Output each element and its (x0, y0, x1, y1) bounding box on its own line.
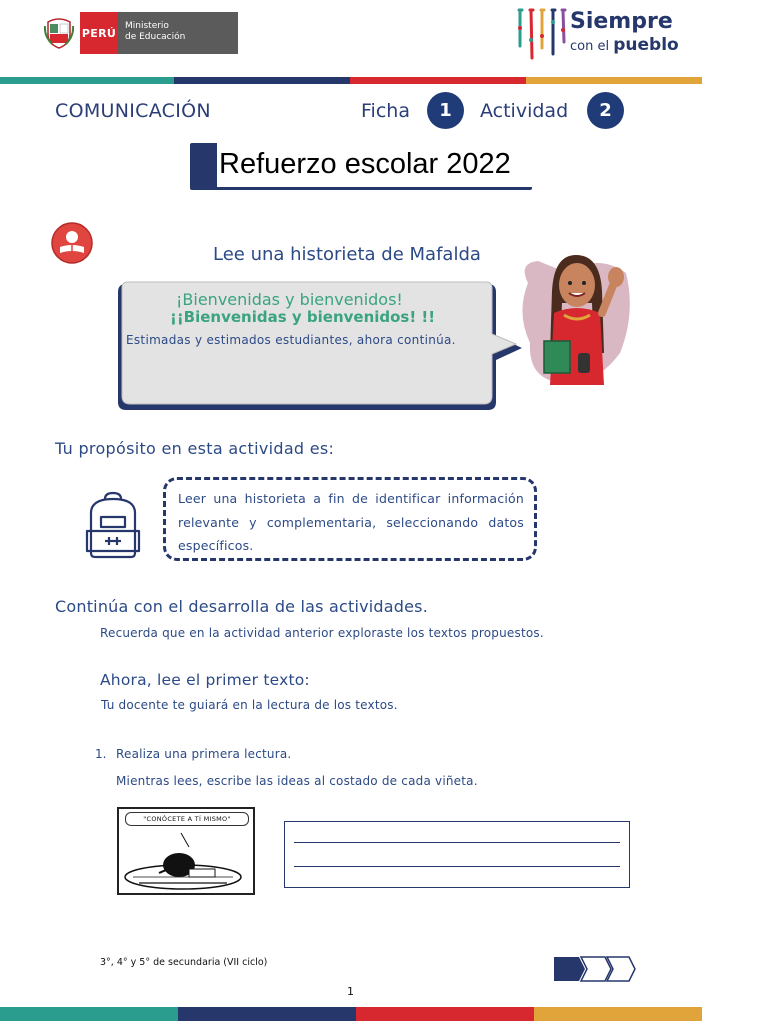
backpack-icon (83, 491, 143, 559)
comic-caption: "CONÓCETE A TÍ MISMO" (125, 812, 249, 826)
logo-ministry-line1: Ministerio (125, 21, 169, 31)
peru-coat-of-arms-icon (44, 14, 74, 50)
slogan-small: con el (570, 39, 610, 54)
actividad-label: Actividad (480, 100, 569, 122)
minedu-logo (80, 12, 238, 54)
banner-title: Refuerzo escolar 2022 (217, 141, 533, 187)
logo-country: PERÚ (80, 12, 118, 54)
answer-box[interactable] (284, 821, 630, 888)
page-number: 1 (347, 985, 354, 998)
actividad-number-badge: 2 (587, 92, 624, 129)
activity-subtitle: Lee una historieta de Mafalda (213, 244, 481, 265)
chevron-arrows-icon (553, 956, 637, 982)
activities-heading: Continúa con el desarrolla de las actividades. (55, 597, 428, 616)
student-girl-illustration-icon (508, 243, 638, 393)
slogan-line2 (570, 35, 679, 55)
footer-color-stripe (0, 1007, 702, 1021)
ahora-heading: Ahora, lee el primer texto: (100, 671, 310, 689)
logo-ministry (118, 12, 238, 54)
header-color-stripe (0, 77, 702, 84)
ficha-label: Ficha (361, 100, 410, 122)
slogan-big: pueblo (613, 35, 679, 55)
answer-line[interactable] (294, 866, 620, 867)
welcome-line3: Estimadas y estimados estudiantes, ahora continúa. (126, 333, 456, 347)
step-line1: Realiza una primera lectura. (116, 747, 292, 761)
welcome-line1: ¡Bienvenidas y bienvenidos! (176, 290, 403, 309)
page-margin (702, 0, 768, 1024)
step-number: 1. (95, 747, 107, 761)
mafalda-drawing-icon (119, 827, 253, 893)
slogan-line1: Siempre (570, 9, 673, 34)
reading-person-icon (51, 221, 93, 265)
logo-ministry-line2: de Educación (125, 32, 186, 42)
welcome-line2: ¡¡Bienvenidas y bienvenidos! !! (170, 308, 436, 326)
ficha-number-badge: 1 (427, 92, 464, 129)
comic-panel (117, 807, 255, 895)
siempre-con-el-pueblo-emblem-icon (516, 8, 568, 60)
footer-grade: 3°, 4° y 5° de secundaria (VII ciclo) (100, 957, 268, 968)
recuerda-text: Recuerda que en la actividad anterior exploraste los textos propuestos. (100, 626, 544, 640)
answer-line[interactable] (294, 842, 620, 843)
docente-text: Tu docente te guiará en la lectura de los textos. (101, 698, 398, 712)
subject-title: COMUNICACIÓN (55, 100, 211, 122)
step-line2: Mientras lees, escribe las ideas al costado de cada viñeta. (116, 774, 478, 788)
purpose-text: Leer una historieta a fin de identificar información relevante y complementaria, seleccionando datos específicos. (178, 491, 524, 553)
purpose-heading: Tu propósito en esta actividad es: (55, 439, 335, 458)
